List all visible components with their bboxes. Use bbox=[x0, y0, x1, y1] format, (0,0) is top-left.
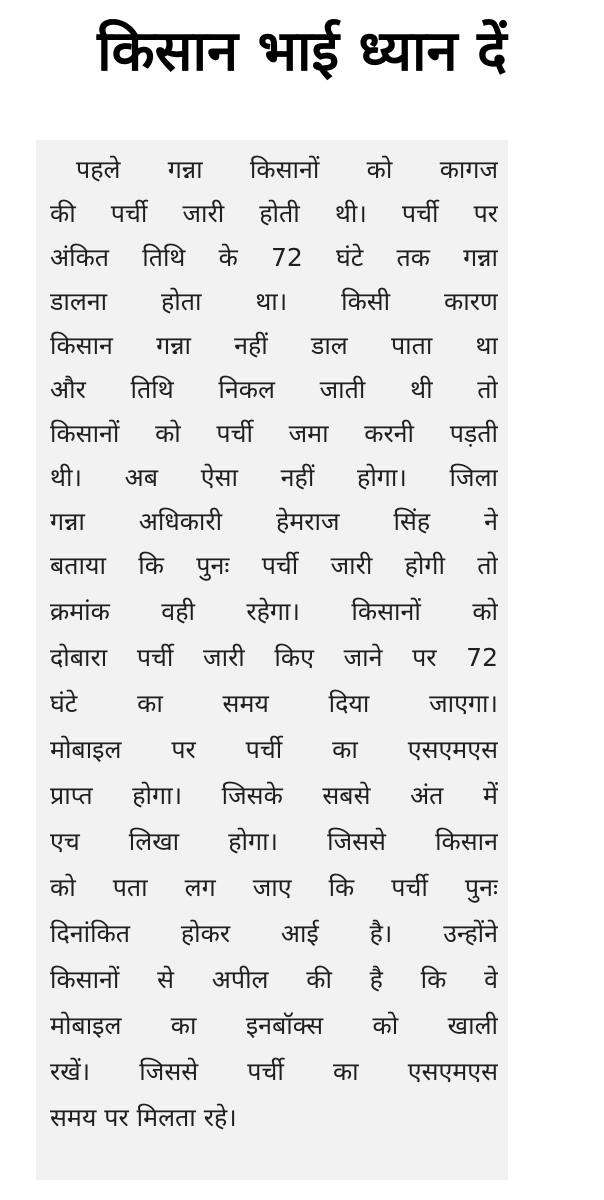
article-line: को पता लग जाए कि पर्ची पुनः bbox=[50, 873, 498, 902]
article-line: दिनांकित होकर आई है। उन्होंने bbox=[50, 919, 498, 948]
article-line: डालना होता था। किसी कारण bbox=[50, 287, 498, 316]
article-line: बताया कि पुनः पर्ची जारी होगी तो bbox=[50, 551, 498, 580]
article-line: किसानों को पर्ची जमा करनी पड़ती bbox=[50, 419, 498, 448]
article-line: किसानों से अपील की है कि वे bbox=[50, 965, 498, 994]
article-line: एच लिखा होगा। जिससे किसान bbox=[50, 827, 498, 856]
article-line: समय पर मिलता रहे। bbox=[50, 1103, 237, 1132]
article-line: थी। अब ऐसा नहीं होगा। जिला bbox=[50, 463, 498, 492]
article-line: मोबाइल पर पर्ची का एसएमएस bbox=[50, 735, 498, 764]
article-body bbox=[36, 140, 508, 1180]
headline: किसान भाई ध्यान दें bbox=[97, 19, 507, 84]
article-line: और तिथि निकल जाती थी तो bbox=[50, 375, 498, 404]
article-line: मोबाइल का इनबॉक्स को खाली bbox=[50, 1011, 498, 1040]
article-line: क्रमांक वही रहेगा। किसानों को bbox=[50, 597, 498, 626]
article-line: घंटे का समय दिया जाएगा। bbox=[50, 689, 498, 718]
article-line: किसान गन्ना नहीं डाल पाता था bbox=[50, 331, 498, 360]
article-line: पहले गन्ना किसानों को कागज bbox=[76, 155, 498, 184]
article-line: प्राप्त होगा। जिसके सबसे अंत में bbox=[50, 781, 498, 810]
article-line: दोबारा पर्ची जारी किए जाने पर 72 bbox=[50, 643, 498, 672]
article-line: की पर्ची जारी होती थी। पर्ची पर bbox=[50, 199, 498, 228]
article-line: गन्ना अधिकारी हेमराज सिंह ने bbox=[50, 507, 498, 536]
article-line: रखें। जिससे पर्ची का एसएमएस bbox=[50, 1057, 498, 1086]
article-line: अंकित तिथि के 72 घंटे तक गन्ना bbox=[50, 243, 498, 272]
